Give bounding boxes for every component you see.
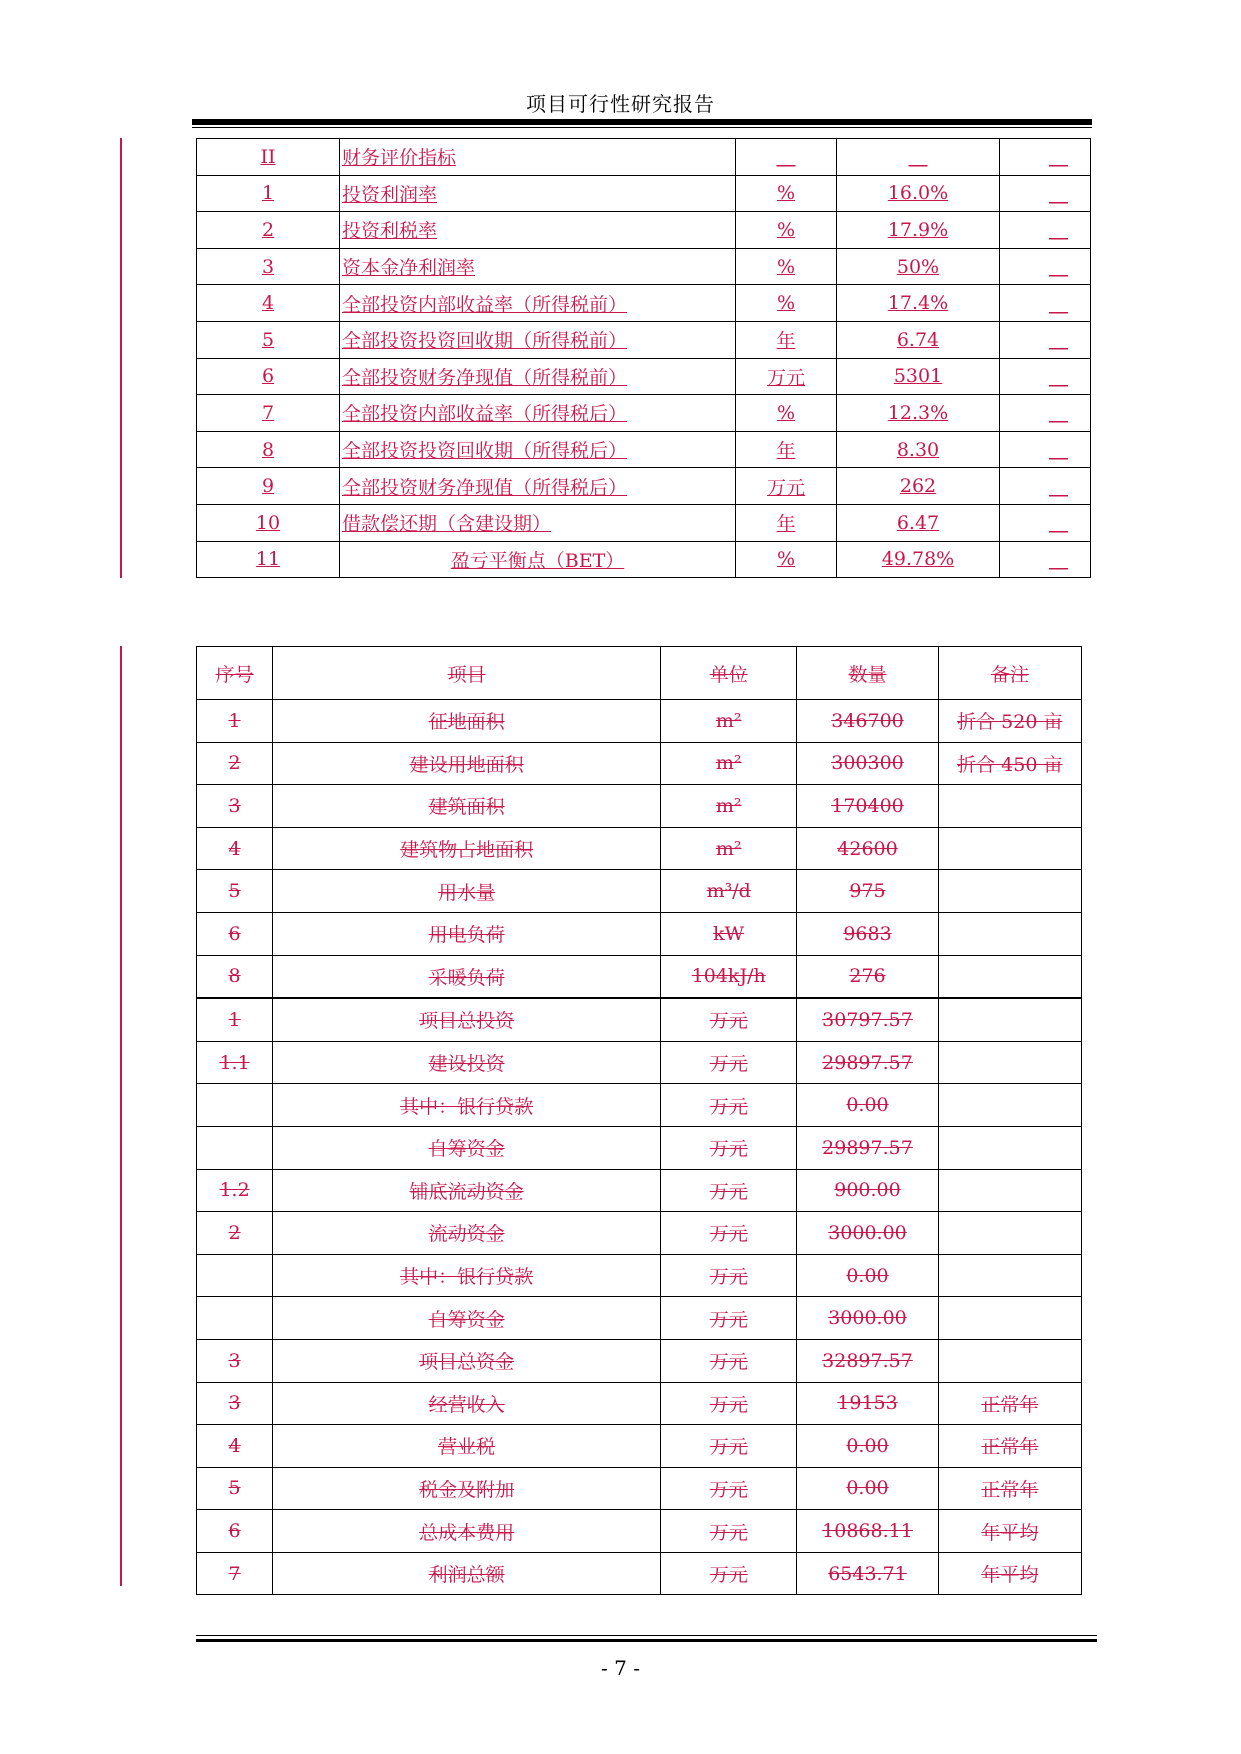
cell-value: 0.00 [797,1425,938,1468]
cell-unit: 年 [736,431,837,468]
cell-note: ＿ [1000,431,1091,468]
cell-note [938,1297,1081,1340]
cell-no: 1 [197,998,273,1041]
cell-unit: m² [661,742,797,785]
table-row [197,285,1091,322]
cell-unit: ＿ [736,139,837,176]
cell-note: ＿ [1000,468,1091,505]
cell-unit: % [736,285,837,322]
cell-note [938,998,1081,1041]
header-rule [192,119,1092,125]
cell-unit: 年 [736,321,837,358]
cell-item: 全部投资财务净现值（所得税后） [340,468,736,505]
cell-unit: % [736,541,837,578]
cell-unit: % [736,212,837,249]
revision-bar [120,138,122,578]
cell-value: 3000.00 [797,1212,938,1255]
cell-value: 5301 [837,358,1000,395]
cell-unit: m² [661,785,797,828]
cell-note: ＿ [1000,139,1091,176]
cell-no: 10 [197,504,340,541]
cell-value: 49.78% [837,541,1000,578]
header-unit: 单位 [661,647,797,700]
table-row [197,358,1091,395]
cell-unit: 年 [736,504,837,541]
cell-no: 3 [197,1382,273,1425]
cell-note [938,785,1081,828]
cell-item: 流动资金 [273,1212,661,1255]
cell-unit: % [736,175,837,212]
cell-no [197,1084,273,1127]
table-row [197,1212,1082,1255]
cell-value: 6.47 [837,504,1000,541]
table-row [197,431,1091,468]
table-row [197,955,1082,998]
cell-unit: 万元 [661,1425,797,1468]
cell-item: 借款偿还期（含建设期） [340,504,736,541]
cell-unit: m³/d [661,870,797,913]
table-row [197,1169,1082,1212]
cell-value: 30797.57 [797,998,938,1041]
header-value: 数量 [797,647,938,700]
cell-no: 8 [197,955,273,998]
table-row [197,1552,1082,1595]
cell-value: 900.00 [797,1169,938,1212]
cell-item: 用水量 [273,870,661,913]
table-row [197,395,1091,432]
cell-unit: 万元 [661,1169,797,1212]
cell-note [938,955,1081,998]
cell-unit: kW [661,912,797,955]
cell-unit: 万元 [661,1339,797,1382]
cell-item: 自筹资金 [273,1297,661,1340]
footer-rule [196,1639,1097,1642]
cell-unit: 万元 [661,1510,797,1553]
cell-item: 全部投资内部收益率（所得税前） [340,285,736,322]
cell-note [938,1169,1081,1212]
cell-note [938,912,1081,955]
table-row [197,1041,1082,1084]
table-row [197,321,1091,358]
cell-item: 采暖负荷 [273,955,661,998]
cell-unit: % [736,395,837,432]
cell-unit: 万元 [661,1297,797,1340]
cell-no: 4 [197,827,273,870]
project-summary-table-deleted [196,646,1082,1595]
cell-no: 5 [197,870,273,913]
cell-item: 建筑面积 [273,785,661,828]
cell-note: 年平均 [938,1510,1081,1553]
cell-unit: 万元 [736,468,837,505]
cell-no: 6 [197,912,273,955]
cell-no: 3 [197,1339,273,1382]
cell-value: 0.00 [797,1254,938,1297]
cell-no: 6 [197,1510,273,1553]
table-row [197,870,1082,913]
cell-value: 8.30 [837,431,1000,468]
cell-no: 2 [197,742,273,785]
cell-note: 年平均 [938,1552,1081,1595]
table-row [197,827,1082,870]
cell-value: 29897.57 [797,1126,938,1169]
cell-value: 3000.00 [797,1297,938,1340]
cell-note [938,1212,1081,1255]
cell-value: 50% [837,248,1000,285]
cell-unit: 万元 [661,1467,797,1510]
cell-no: 11 [197,541,340,578]
cell-no: 4 [197,1425,273,1468]
cell-no [197,1126,273,1169]
cell-value: 6543.71 [797,1552,938,1595]
table-row [197,468,1091,505]
cell-no: 1.1 [197,1041,273,1084]
cell-value: 19153 [797,1382,938,1425]
cell-unit: 万元 [661,1084,797,1127]
cell-no: 5 [197,321,340,358]
cell-unit: 万元 [661,1126,797,1169]
table-row [197,1467,1082,1510]
cell-value: 0.00 [797,1467,938,1510]
cell-note [938,870,1081,913]
cell-value: 300300 [797,742,938,785]
cell-no: 6 [197,358,340,395]
table-header-row [197,647,1082,700]
cell-item: 利润总额 [273,1552,661,1595]
cell-value: 16.0% [837,175,1000,212]
table-row [197,1382,1082,1425]
cell-value: 9683 [797,912,938,955]
cell-note: ＿ [1000,358,1091,395]
cell-no [197,1297,273,1340]
cell-value: 276 [797,955,938,998]
table-row [197,1084,1082,1127]
cell-no: 2 [197,212,340,249]
cell-unit: 万元 [661,998,797,1041]
table-row [197,1510,1082,1553]
cell-item: 税金及附加 [273,1467,661,1510]
cell-unit: 万元 [661,1254,797,1297]
cell-item: 财务评价指标 [340,139,736,176]
cell-note [938,1084,1081,1127]
cell-note: ＿ [1000,285,1091,322]
cell-item: 建设用地面积 [273,742,661,785]
cell-item: 自筹资金 [273,1126,661,1169]
cell-unit: 万元 [661,1041,797,1084]
cell-no: 2 [197,1212,273,1255]
cell-note [938,1041,1081,1084]
cell-item: 总成本费用 [273,1510,661,1553]
table-row [197,212,1091,249]
page-header-title: 项目可行性研究报告 [526,92,715,116]
table-row [197,998,1082,1041]
cell-value: 12.3% [837,395,1000,432]
cell-no: 1.2 [197,1169,273,1212]
cell-value: 975 [797,870,938,913]
cell-note: ＿ [1000,321,1091,358]
cell-note [938,1339,1081,1382]
cell-item: 营业税 [273,1425,661,1468]
cell-note [938,827,1081,870]
cell-unit: m² [661,700,797,743]
cell-unit: 万元 [661,1552,797,1595]
header-item: 项目 [273,647,661,700]
table-row [197,1339,1082,1382]
cell-unit: 万元 [661,1212,797,1255]
cell-item: 建筑物占地面积 [273,827,661,870]
cell-note: ＿ [1000,395,1091,432]
cell-value: 0.00 [797,1084,938,1127]
table-row [197,504,1091,541]
cell-item: 其中：银行贷款 [273,1254,661,1297]
cell-note: ＿ [1000,248,1091,285]
cell-item: 全部投资内部收益率（所得税后） [340,395,736,432]
cell-item: 投资利润率 [340,175,736,212]
table-row [197,248,1091,285]
cell-value: 42600 [797,827,938,870]
cell-unit: 万元 [661,1382,797,1425]
cell-item: 项目总投资 [273,998,661,1041]
cell-value: 32897.57 [797,1339,938,1382]
cell-item: 资本金净利润率 [340,248,736,285]
table-row [197,139,1091,176]
cell-no: II [197,139,340,176]
cell-note: ＿ [1000,212,1091,249]
cell-item: 铺底流动资金 [273,1169,661,1212]
table-row [197,785,1082,828]
cell-no: 7 [197,1552,273,1595]
cell-value: 17.9% [837,212,1000,249]
cell-note: ＿ [1000,175,1091,212]
table-row [197,1126,1082,1169]
cell-unit: m² [661,827,797,870]
cell-value: 17.4% [837,285,1000,322]
table-row [197,541,1091,578]
cell-item: 用电负荷 [273,912,661,955]
cell-item: 征地面积 [273,700,661,743]
header-no: 序号 [197,647,273,700]
cell-item: 盈亏平衡点（BET） [340,541,736,578]
cell-value: ＿ [837,139,1000,176]
cell-value: 6.74 [837,321,1000,358]
cell-no: 5 [197,1467,273,1510]
cell-unit: % [736,248,837,285]
cell-note: ＿ [1000,504,1091,541]
revision-bar [120,646,122,1586]
table-row [197,742,1082,785]
cell-note: 折合 520 亩 [938,700,1081,743]
cell-item: 全部投资投资回收期（所得税前） [340,321,736,358]
header-rule-thin [192,127,1092,128]
table-row [197,1254,1082,1297]
cell-value: 29897.57 [797,1041,938,1084]
table-row [197,912,1082,955]
cell-no: 7 [197,395,340,432]
cell-no: 1 [197,175,340,212]
cell-note [938,1254,1081,1297]
cell-unit: 万元 [736,358,837,395]
cell-item: 其中：银行贷款 [273,1084,661,1127]
table-row [197,175,1091,212]
footer-rule-thin [196,1635,1097,1636]
table-row [197,700,1082,743]
cell-note: 折合 450 亩 [938,742,1081,785]
cell-item: 项目总资金 [273,1339,661,1382]
cell-no: 4 [197,285,340,322]
cell-no: 8 [197,431,340,468]
cell-item: 全部投资财务净现值（所得税前） [340,358,736,395]
cell-unit: 104kJ/h [661,955,797,998]
cell-note: ＿ [1000,541,1091,578]
header-note: 备注 [938,647,1081,700]
cell-item: 全部投资投资回收期（所得税后） [340,431,736,468]
page-number: - 7 - [601,1656,640,1680]
cell-value: 170400 [797,785,938,828]
cell-item: 经营收入 [273,1382,661,1425]
cell-value: 262 [837,468,1000,505]
cell-note: 正常年 [938,1467,1081,1510]
cell-note: 正常年 [938,1382,1081,1425]
cell-note [938,1126,1081,1169]
cell-no: 1 [197,700,273,743]
cell-no: 9 [197,468,340,505]
cell-item: 建设投资 [273,1041,661,1084]
cell-value: 346700 [797,700,938,743]
cell-item: 投资利税率 [340,212,736,249]
table-row [197,1297,1082,1340]
cell-no: 3 [197,248,340,285]
cell-no [197,1254,273,1297]
cell-value: 10868.11 [797,1510,938,1553]
financial-indicators-table [196,138,1091,578]
cell-no: 3 [197,785,273,828]
table-row [197,1425,1082,1468]
cell-note: 正常年 [938,1425,1081,1468]
